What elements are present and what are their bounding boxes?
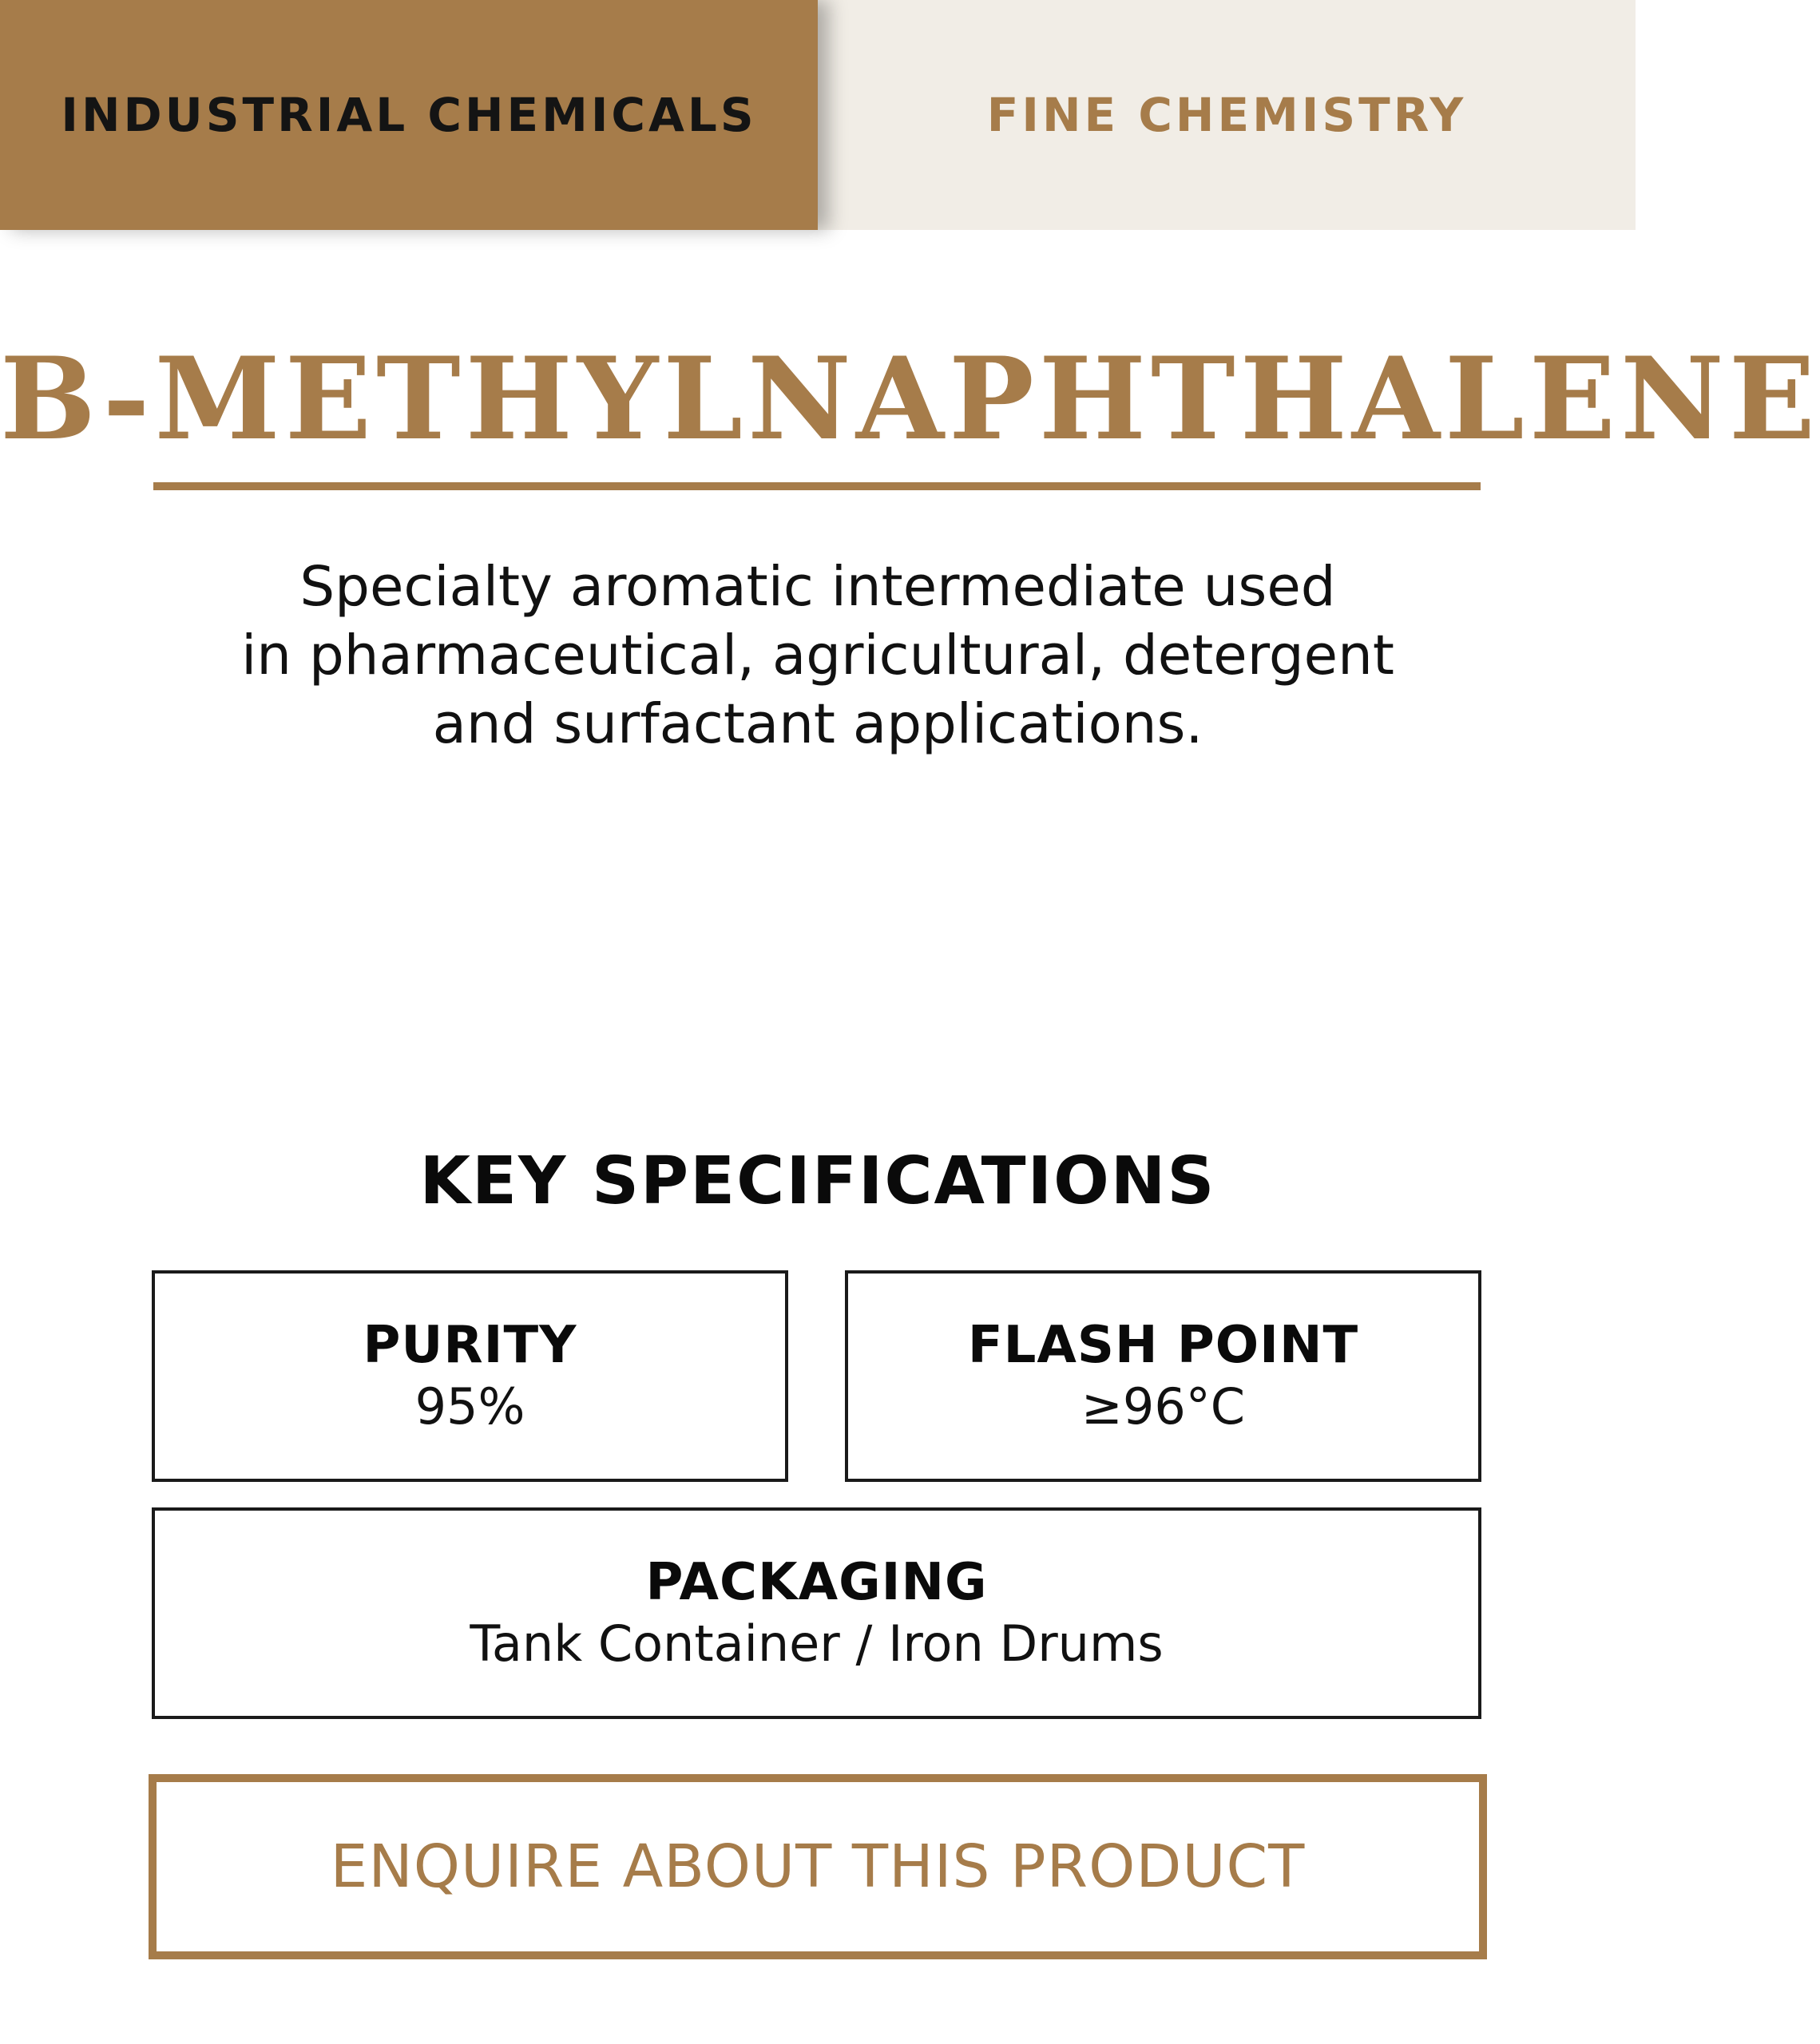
product-title: B-METHYLNAPHTHALENE — [0, 333, 1820, 465]
spec-card-purity — [152, 1270, 788, 1482]
spec-value: ≥96°C — [1081, 1377, 1246, 1436]
product-description: Specialty aromatic intermediate used in pharmaceutical, agricultural, detergent and surfactant applications. — [241, 555, 1394, 756]
tab-fine-chemistry[interactable] — [818, 0, 1636, 230]
category-tabs — [0, 0, 1636, 230]
tab-label: FINE CHEMISTRY — [986, 88, 1467, 142]
spec-value: 95% — [414, 1377, 525, 1436]
tab-industrial-chemicals[interactable] — [0, 0, 818, 230]
spec-card-packaging — [152, 1507, 1481, 1719]
enquire-button[interactable]: ENQUIRE ABOUT THIS PRODUCT — [149, 1774, 1487, 1959]
spec-label: PURITY — [363, 1315, 577, 1375]
spec-label: PACKAGING — [645, 1552, 988, 1612]
spec-label: FLASH POINT — [967, 1315, 1359, 1375]
specifications-heading: KEY SPECIFICATIONS — [419, 1143, 1216, 1219]
spec-value: Tank Container / Iron Drums — [470, 1614, 1164, 1673]
title-divider — [153, 482, 1481, 490]
tab-label: INDUSTRIAL CHEMICALS — [61, 88, 757, 142]
spec-card-flash-point — [845, 1270, 1481, 1482]
